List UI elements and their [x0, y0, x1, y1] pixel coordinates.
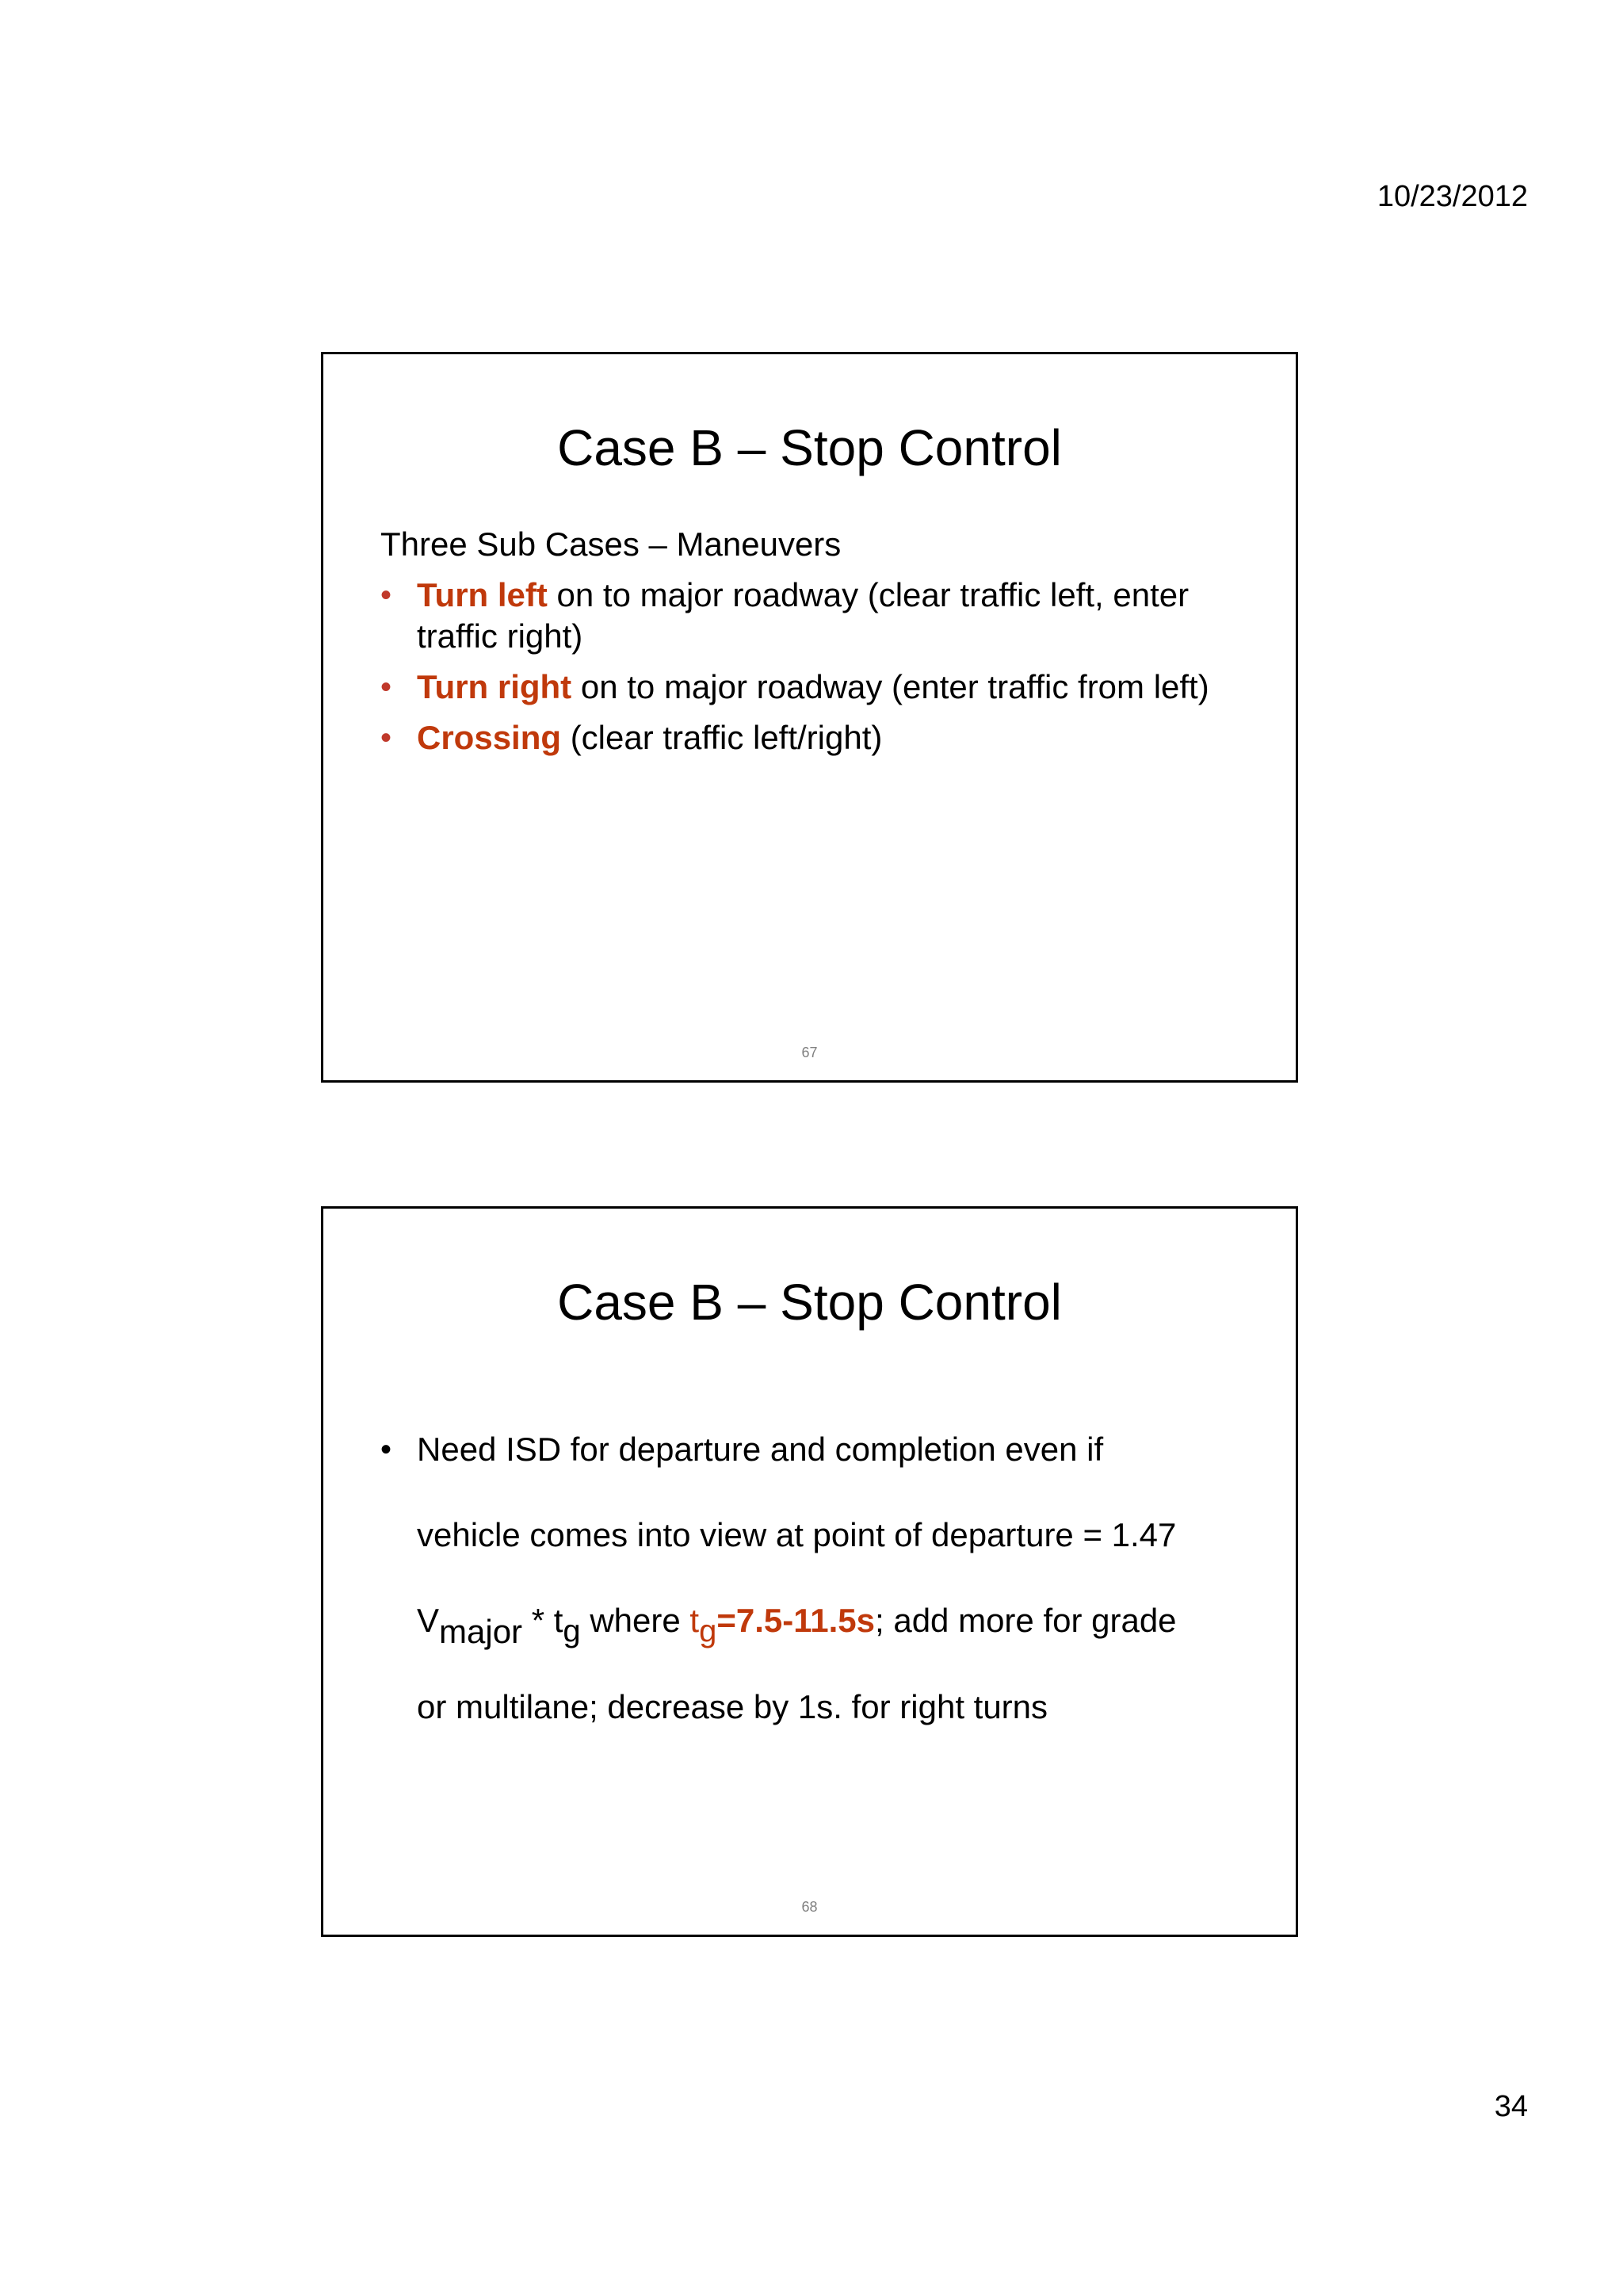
v-symbol: V	[417, 1602, 440, 1639]
bullet-item	[380, 1407, 1248, 1750]
rest-line-3: ; add more for grade	[875, 1602, 1177, 1639]
v-subscript: major	[439, 1613, 523, 1650]
bullet-line-3	[417, 1578, 1248, 1664]
bullet-text: (clear traffic left/right)	[561, 719, 883, 756]
slide-title: Case B – Stop Control	[557, 1274, 1062, 1331]
bullet-item	[380, 667, 1248, 708]
bullet-highlight: Turn right	[417, 668, 572, 705]
t-subscript: g	[563, 1614, 581, 1648]
bullet-highlight: Turn left	[417, 576, 548, 613]
bullet-list	[380, 575, 1248, 758]
bullet-dot-icon: •	[380, 720, 392, 755]
slide-body	[380, 1407, 1248, 1759]
bullet-line-4: or multilane; decrease by 1s. for right turns	[417, 1688, 1048, 1725]
bullet-item	[380, 717, 1248, 758]
slide-number: 68	[801, 1899, 818, 1915]
bullet-highlight: Crossing	[417, 719, 562, 756]
bullet-text: on to major roadway (clear traffic left, enter traffic right)	[417, 576, 1190, 655]
bullet-line-1: Need ISD for departure and completion even if	[417, 1431, 1104, 1468]
intro-line: Three Sub Cases – Maneuvers	[380, 525, 842, 563]
slide-title: Case B – Stop Control	[557, 419, 1062, 476]
slide-number: 67	[801, 1045, 818, 1060]
bullet-dot-icon: •	[380, 578, 392, 613]
tg-symbol: t	[689, 1602, 700, 1639]
slide-68	[321, 1206, 1298, 1937]
bullet-line-2: vehicle comes into view at point of departure = 1.47	[417, 1516, 1177, 1553]
tg-subscript: g	[699, 1614, 717, 1648]
where-text: where	[580, 1602, 690, 1639]
bullet-list	[380, 1407, 1248, 1750]
tg-value: =7.5-11.5s	[716, 1602, 875, 1639]
bullet-text: on to major roadway (enter traffic from left)	[571, 668, 1209, 705]
bullet-dot-icon: •	[380, 1432, 392, 1467]
bullet-dot-icon: •	[380, 670, 392, 705]
multiply-sign: *	[522, 1602, 554, 1639]
t-symbol: t	[553, 1602, 563, 1639]
page-date: 10/23/2012	[1377, 180, 1528, 213]
slide-body	[380, 524, 1248, 768]
bullet-item	[380, 575, 1248, 657]
page-number: 34	[1494, 2090, 1528, 2123]
slide-67	[321, 352, 1298, 1083]
